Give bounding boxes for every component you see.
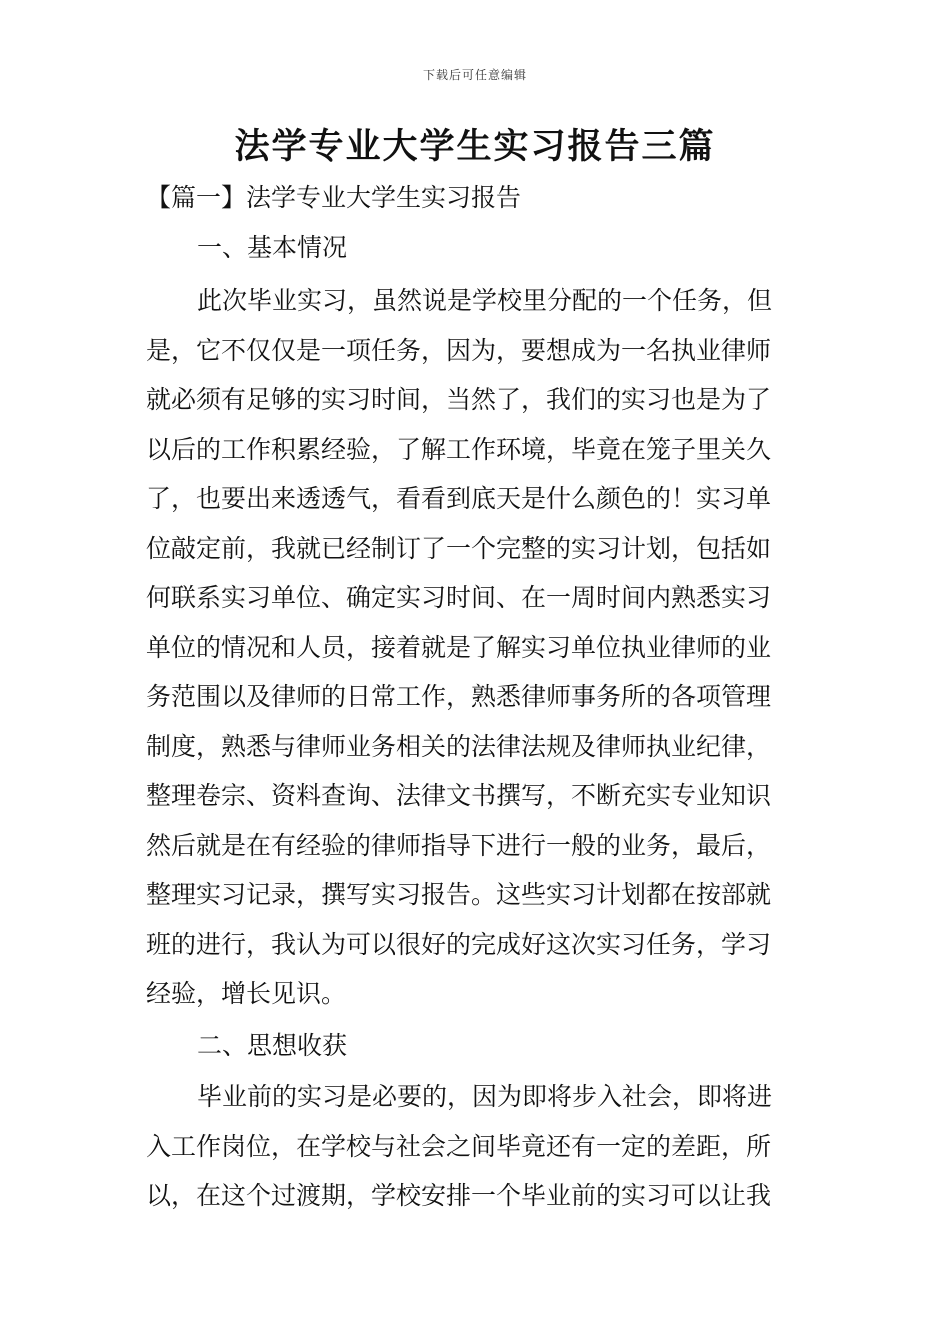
section-heading: 【篇一】法学专业大学生实习报告	[146, 183, 522, 212]
paragraph-line: 位敲定前，我就已经制订了一个完整的实习计划，包括如	[146, 533, 772, 563]
document-title: 法学专业大学生实习报告三篇	[234, 126, 716, 167]
paragraph-line: 毕业前的实习是必要的，因为即将步入社会，即将进	[197, 1082, 773, 1111]
paragraph-line: 以后的工作积累经验，了解工作环境，毕竟在笼子里关久	[146, 434, 772, 464]
paragraph-line: 整理实习记录，撰写实习报告。这些实习计划都在按部就	[146, 880, 772, 909]
paragraph-line: 就必须有足够的实习时间，当然了，我们的实习也是为了	[146, 385, 772, 414]
paragraph-line: 了，也要出来透透气，看看到底天是什么颜色的！实习单	[146, 484, 772, 513]
heading-basic-situation: 一、基本情况	[197, 233, 348, 262]
paragraph-line: 入工作岗位，在学校与社会之间毕竟还有一定的差距，所	[146, 1131, 772, 1161]
heading-thought-gains: 二、思想收获	[197, 1031, 348, 1060]
paragraph-thought-gains	[146, 1072, 806, 1221]
paragraph-line: 是，它不仅仅是一项任务，因为，要想成为一名执业律师	[146, 335, 772, 365]
paragraph-line: 以，在这个过渡期，学校安排一个毕业前的实习可以让我	[146, 1181, 772, 1210]
header-note: 下载后可任意编辑	[422, 68, 527, 82]
paragraph-line: 何联系实习单位、确定实习时间、在一周时间内熟悉实习	[146, 583, 772, 612]
paragraph-line: 制度，熟悉与律师业务相关的法律法规及律师执业纪律，	[146, 731, 772, 761]
paragraph-line: 然后就是在有经验的律师指导下进行一般的业务，最后，	[146, 830, 772, 860]
paragraph-line: 单位的情况和人员，接着就是了解实习单位执业律师的业	[146, 632, 772, 662]
paragraph-line: 此次毕业实习，虽然说是学校里分配的一个任务，但	[197, 286, 773, 315]
paragraph-line: 班的进行，我认为可以很好的完成好这次实习任务，学习	[146, 929, 772, 959]
paragraph-line: 务范围以及律师的日常工作，熟悉律师事务所的各项管理	[146, 682, 772, 711]
paragraph-basic-situation	[146, 276, 806, 1019]
paragraph-line: 整理卷宗、资料查询、法律文书撰写，不断充实专业知识	[146, 781, 772, 810]
paragraph-line: 经验，增长见识。	[146, 979, 347, 1008]
